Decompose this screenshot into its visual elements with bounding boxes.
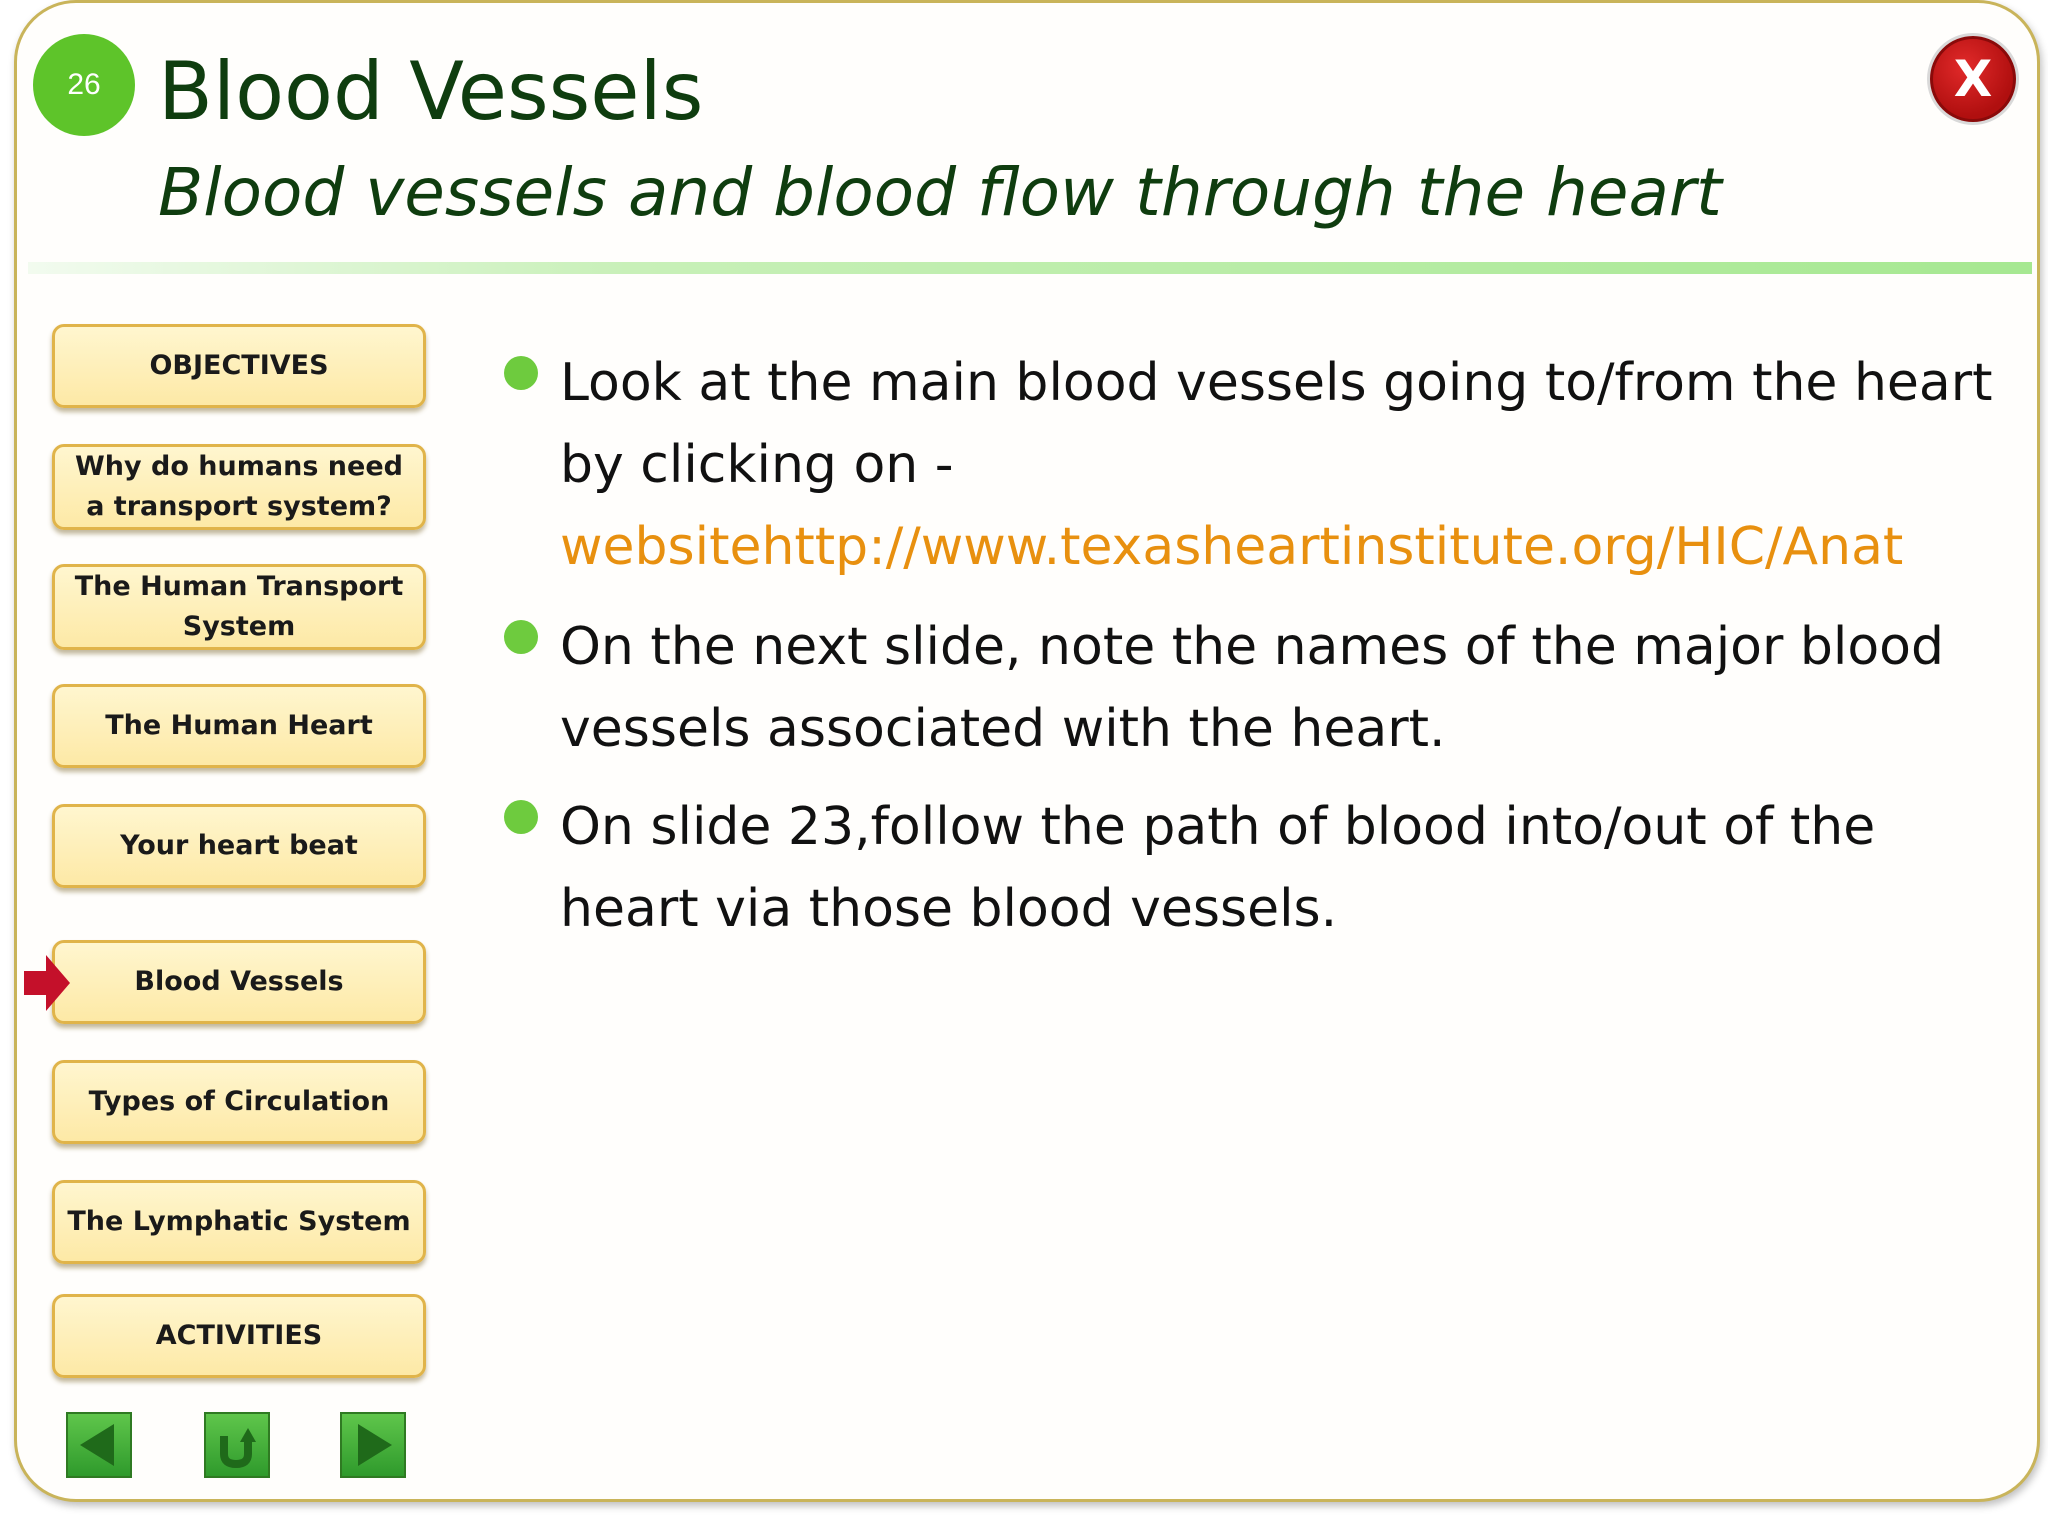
bullet-text-1: Look at the main blood vessels going to/from the heart by clicking on -: [560, 353, 1993, 495]
return-button[interactable]: [204, 1412, 270, 1478]
bullet-text-2: On the next slide, note the names of the major blood vessels associated with the heart.: [560, 617, 1944, 759]
sidebar-item-lymphatic-system[interactable]: The Lymphatic System: [52, 1180, 426, 1264]
current-item-arrow-icon: [24, 955, 70, 1011]
return-icon: [206, 1414, 268, 1476]
bullet-dot-icon: [504, 356, 538, 390]
slide-number-badge: 26: [33, 34, 135, 136]
sidebar-item-heart-beat[interactable]: Your heart beat: [52, 804, 426, 888]
next-icon: [342, 1414, 404, 1476]
sidebar-item-human-transport-system[interactable]: The Human Transport System: [52, 564, 426, 650]
close-button[interactable]: X: [1930, 36, 2016, 122]
next-button[interactable]: [340, 1412, 406, 1478]
sidebar-item-activities[interactable]: ACTIVITIES: [52, 1294, 426, 1378]
bullet-dot-icon: [504, 800, 538, 834]
sidebar-item-blood-vessels[interactable]: Blood Vessels: [52, 940, 426, 1024]
page-title: Blood Vessels: [158, 45, 704, 138]
bullet-text-3: On slide 23,follow the path of blood into/out of the heart via those blood vessels.: [560, 797, 1876, 939]
sidebar-item-types-of-circulation[interactable]: Types of Circulation: [52, 1060, 426, 1144]
sidebar-item-objectives[interactable]: OBJECTIVES: [52, 324, 426, 408]
page-subtitle: Blood vessels and blood flow through the heart: [158, 154, 1722, 231]
heart-institute-link[interactable]: websitehttp://www.texasheartinstitute.org/HIC/Anat: [560, 517, 1904, 577]
previous-icon: [68, 1414, 130, 1476]
header-divider: [28, 262, 2032, 274]
bullet-dot-icon: [504, 620, 538, 654]
previous-button[interactable]: [66, 1412, 132, 1478]
sidebar-item-human-heart[interactable]: The Human Heart: [52, 684, 426, 768]
sidebar-item-why-transport[interactable]: Why do humans need a transport system?: [52, 444, 426, 530]
